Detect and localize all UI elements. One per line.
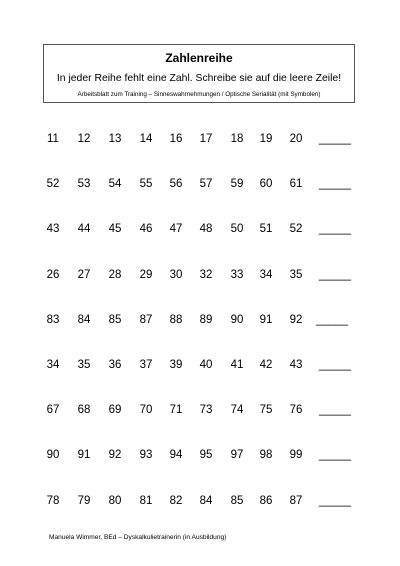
worksheet-subtitle: Arbeitsblatt zum Training – Sinneswahrnehmungen / Optische Serialität (mit Symbolen) bbox=[77, 91, 321, 98]
sequence-number: 80 bbox=[108, 494, 122, 507]
sequence-number: 16 bbox=[169, 133, 183, 145]
sequence-number: 70 bbox=[139, 404, 153, 417]
sequence-number: 39 bbox=[169, 359, 183, 371]
number-row bbox=[0, 312, 400, 328]
sequence-number: 67 bbox=[46, 404, 60, 417]
sequence-number: 33 bbox=[230, 268, 244, 281]
sequence-number: 73 bbox=[199, 404, 213, 417]
sequence-number: 56 bbox=[169, 178, 183, 191]
sequence-number: 12 bbox=[77, 133, 91, 145]
sequence-number: 61 bbox=[289, 178, 303, 191]
answer-blank-line[interactable]: _____ bbox=[319, 178, 351, 191]
sequence-number: 91 bbox=[259, 313, 273, 326]
sequence-number: 48 bbox=[199, 223, 213, 236]
sequence-number: 92 bbox=[108, 449, 122, 462]
answer-blank-line[interactable]: _____ bbox=[316, 313, 348, 326]
sequence-number: 68 bbox=[77, 404, 91, 417]
answer-blank-line[interactable]: _____ bbox=[319, 223, 351, 236]
sequence-number: 87 bbox=[139, 313, 153, 326]
sequence-number: 52 bbox=[46, 178, 60, 191]
sequence-number: 44 bbox=[77, 223, 91, 236]
sequence-number: 43 bbox=[46, 223, 60, 236]
sequence-number: 19 bbox=[259, 133, 273, 145]
sequence-number: 84 bbox=[77, 313, 91, 326]
sequence-number: 14 bbox=[139, 133, 153, 145]
answer-blank-line[interactable]: _____ bbox=[319, 359, 351, 371]
answer-blank-line[interactable]: _____ bbox=[319, 494, 351, 507]
sequence-number: 53 bbox=[77, 178, 91, 191]
sequence-number: 87 bbox=[289, 494, 303, 507]
answer-blank-line[interactable]: _____ bbox=[319, 268, 351, 281]
sequence-number: 28 bbox=[108, 268, 122, 281]
sequence-number: 47 bbox=[169, 223, 183, 236]
sequence-number: 35 bbox=[77, 359, 91, 371]
sequence-number: 34 bbox=[46, 359, 60, 371]
sequence-number: 71 bbox=[169, 404, 183, 417]
sequence-number: 85 bbox=[230, 494, 244, 507]
sequence-number: 59 bbox=[230, 178, 244, 191]
sequence-number: 34 bbox=[259, 268, 273, 281]
sequence-number: 52 bbox=[289, 223, 303, 236]
worksheet-instruction: In jeder Reihe fehlt eine Zahl. Schreibe sie auf die leere Zeile! bbox=[56, 73, 342, 84]
sequence-number: 20 bbox=[289, 133, 303, 145]
number-row bbox=[0, 131, 400, 147]
sequence-number: 92 bbox=[289, 313, 303, 326]
sequence-number: 79 bbox=[77, 494, 91, 507]
sequence-number: 42 bbox=[259, 359, 273, 371]
worksheet-footer: Manuela Wimmer, BEd – Dyskalkulietrainerin (in Ausbildung) bbox=[49, 534, 227, 541]
sequence-number: 55 bbox=[139, 178, 153, 191]
sequence-number: 82 bbox=[169, 494, 183, 507]
number-row bbox=[0, 221, 400, 237]
sequence-number: 37 bbox=[139, 359, 153, 371]
sequence-number: 86 bbox=[259, 494, 273, 507]
sequence-number: 60 bbox=[259, 178, 273, 191]
sequence-number: 88 bbox=[169, 313, 183, 326]
sequence-number: 83 bbox=[46, 313, 60, 326]
sequence-number: 91 bbox=[77, 449, 91, 462]
sequence-number: 84 bbox=[199, 494, 213, 507]
sequence-number: 27 bbox=[77, 268, 91, 281]
sequence-number: 57 bbox=[199, 178, 213, 191]
sequence-number: 40 bbox=[199, 359, 213, 371]
number-row bbox=[0, 493, 400, 509]
sequence-number: 90 bbox=[230, 313, 244, 326]
sequence-number: 93 bbox=[139, 449, 153, 462]
sequence-number: 51 bbox=[259, 223, 273, 236]
sequence-number: 35 bbox=[289, 268, 303, 281]
sequence-number: 74 bbox=[230, 404, 244, 417]
sequence-number: 17 bbox=[199, 133, 213, 145]
sequence-number: 45 bbox=[108, 223, 122, 236]
sequence-number: 94 bbox=[169, 449, 183, 462]
number-row bbox=[0, 357, 400, 373]
sequence-number: 95 bbox=[199, 449, 213, 462]
number-row bbox=[0, 267, 400, 283]
sequence-number: 11 bbox=[47, 133, 59, 145]
sequence-number: 69 bbox=[108, 404, 122, 417]
sequence-number: 26 bbox=[46, 268, 60, 281]
sequence-number: 81 bbox=[139, 494, 153, 507]
number-row bbox=[0, 447, 400, 463]
sequence-number: 99 bbox=[289, 449, 303, 462]
sequence-number: 75 bbox=[259, 404, 273, 417]
answer-blank-line[interactable]: _____ bbox=[319, 133, 351, 145]
sequence-number: 85 bbox=[108, 313, 122, 326]
sequence-number: 46 bbox=[139, 223, 153, 236]
sequence-number: 97 bbox=[230, 449, 244, 462]
sequence-number: 41 bbox=[230, 359, 244, 371]
number-row bbox=[0, 176, 400, 192]
sequence-number: 50 bbox=[230, 223, 244, 236]
sequence-number: 76 bbox=[289, 404, 303, 417]
sequence-number: 43 bbox=[289, 359, 303, 371]
sequence-number: 36 bbox=[108, 359, 122, 371]
sequence-number: 78 bbox=[46, 494, 60, 507]
sequence-number: 32 bbox=[199, 268, 213, 281]
sequence-number: 13 bbox=[108, 133, 122, 145]
sequence-number: 90 bbox=[46, 449, 60, 462]
number-row bbox=[0, 402, 400, 418]
sequence-number: 98 bbox=[259, 449, 273, 462]
sequence-number: 89 bbox=[199, 313, 213, 326]
sequence-number: 29 bbox=[139, 268, 153, 281]
worksheet-title: Zahlenreihe bbox=[165, 51, 233, 65]
sequence-number: 18 bbox=[230, 133, 244, 145]
answer-blank-line[interactable]: _____ bbox=[319, 404, 351, 417]
answer-blank-line[interactable]: _____ bbox=[319, 449, 351, 462]
sequence-number: 30 bbox=[169, 268, 183, 281]
sequence-number: 54 bbox=[108, 178, 122, 191]
